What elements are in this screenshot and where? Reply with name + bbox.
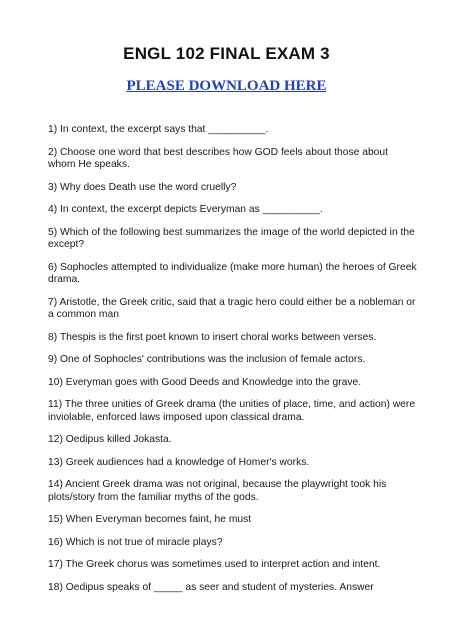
question-item: 10) Everyman goes with Good Deeds and Knowledge into the grave. <box>48 376 362 388</box>
question-item: 12) Oedipus killed Jokasta. <box>48 434 172 445</box>
question-item: 1) In context, the excerpt says that __________. <box>48 124 269 135</box>
page-title: ENGL 102 FINAL EXAM 3 <box>123 44 330 63</box>
question-item: 5) Which of the following best summarizes the image of the world depicted in the except? <box>48 226 415 250</box>
question-item: 17) The Greek chorus was sometimes used to interpret action and intent. <box>48 559 381 570</box>
question-item: 4) In context, the excerpt depicts Everyman as __________. <box>48 204 323 215</box>
question-item: 14) Ancient Greek drama was not original, because the playwright took his plots/story from the familiar myths of the gods. <box>48 479 387 503</box>
question-item: 15) When Everyman becomes faint, he must <box>48 514 252 525</box>
question-list <box>48 124 418 604</box>
question-item: 11) The three unities of Greek drama (the unities of place, time, and action) were inviolable, enforced laws imposed upon classical drama. <box>48 399 416 423</box>
question-item: 9) One of Sophocles' contributions was the inclusion of female actors. <box>48 354 366 365</box>
question-item: 16) Which is not true of miracle plays? <box>48 536 223 548</box>
question-item: 3) Why does Death use the word cruelly? <box>48 181 237 193</box>
question-item: 7) Aristotle, the Greek critic, said that a tragic hero could either be a nobleman or a common man <box>48 296 416 320</box>
question-item: 2) Choose one word that best describes how GOD feels about those about whom He speaks. <box>48 146 388 170</box>
question-item: 8) Thespis is the first poet known to insert choral works between verses. <box>48 331 377 343</box>
download-link[interactable]: PLEASE DOWNLOAD HERE <box>126 78 327 94</box>
question-item: 13) Greek audiences had a knowledge of Homer's works. <box>48 456 310 468</box>
question-item: 6) Sophocles attempted to individualize (make more human) the heroes of Greek drama. <box>48 261 417 285</box>
question-item: 18) Oedipus speaks of _____ as seer and student of mysteries. Answer <box>48 581 374 593</box>
